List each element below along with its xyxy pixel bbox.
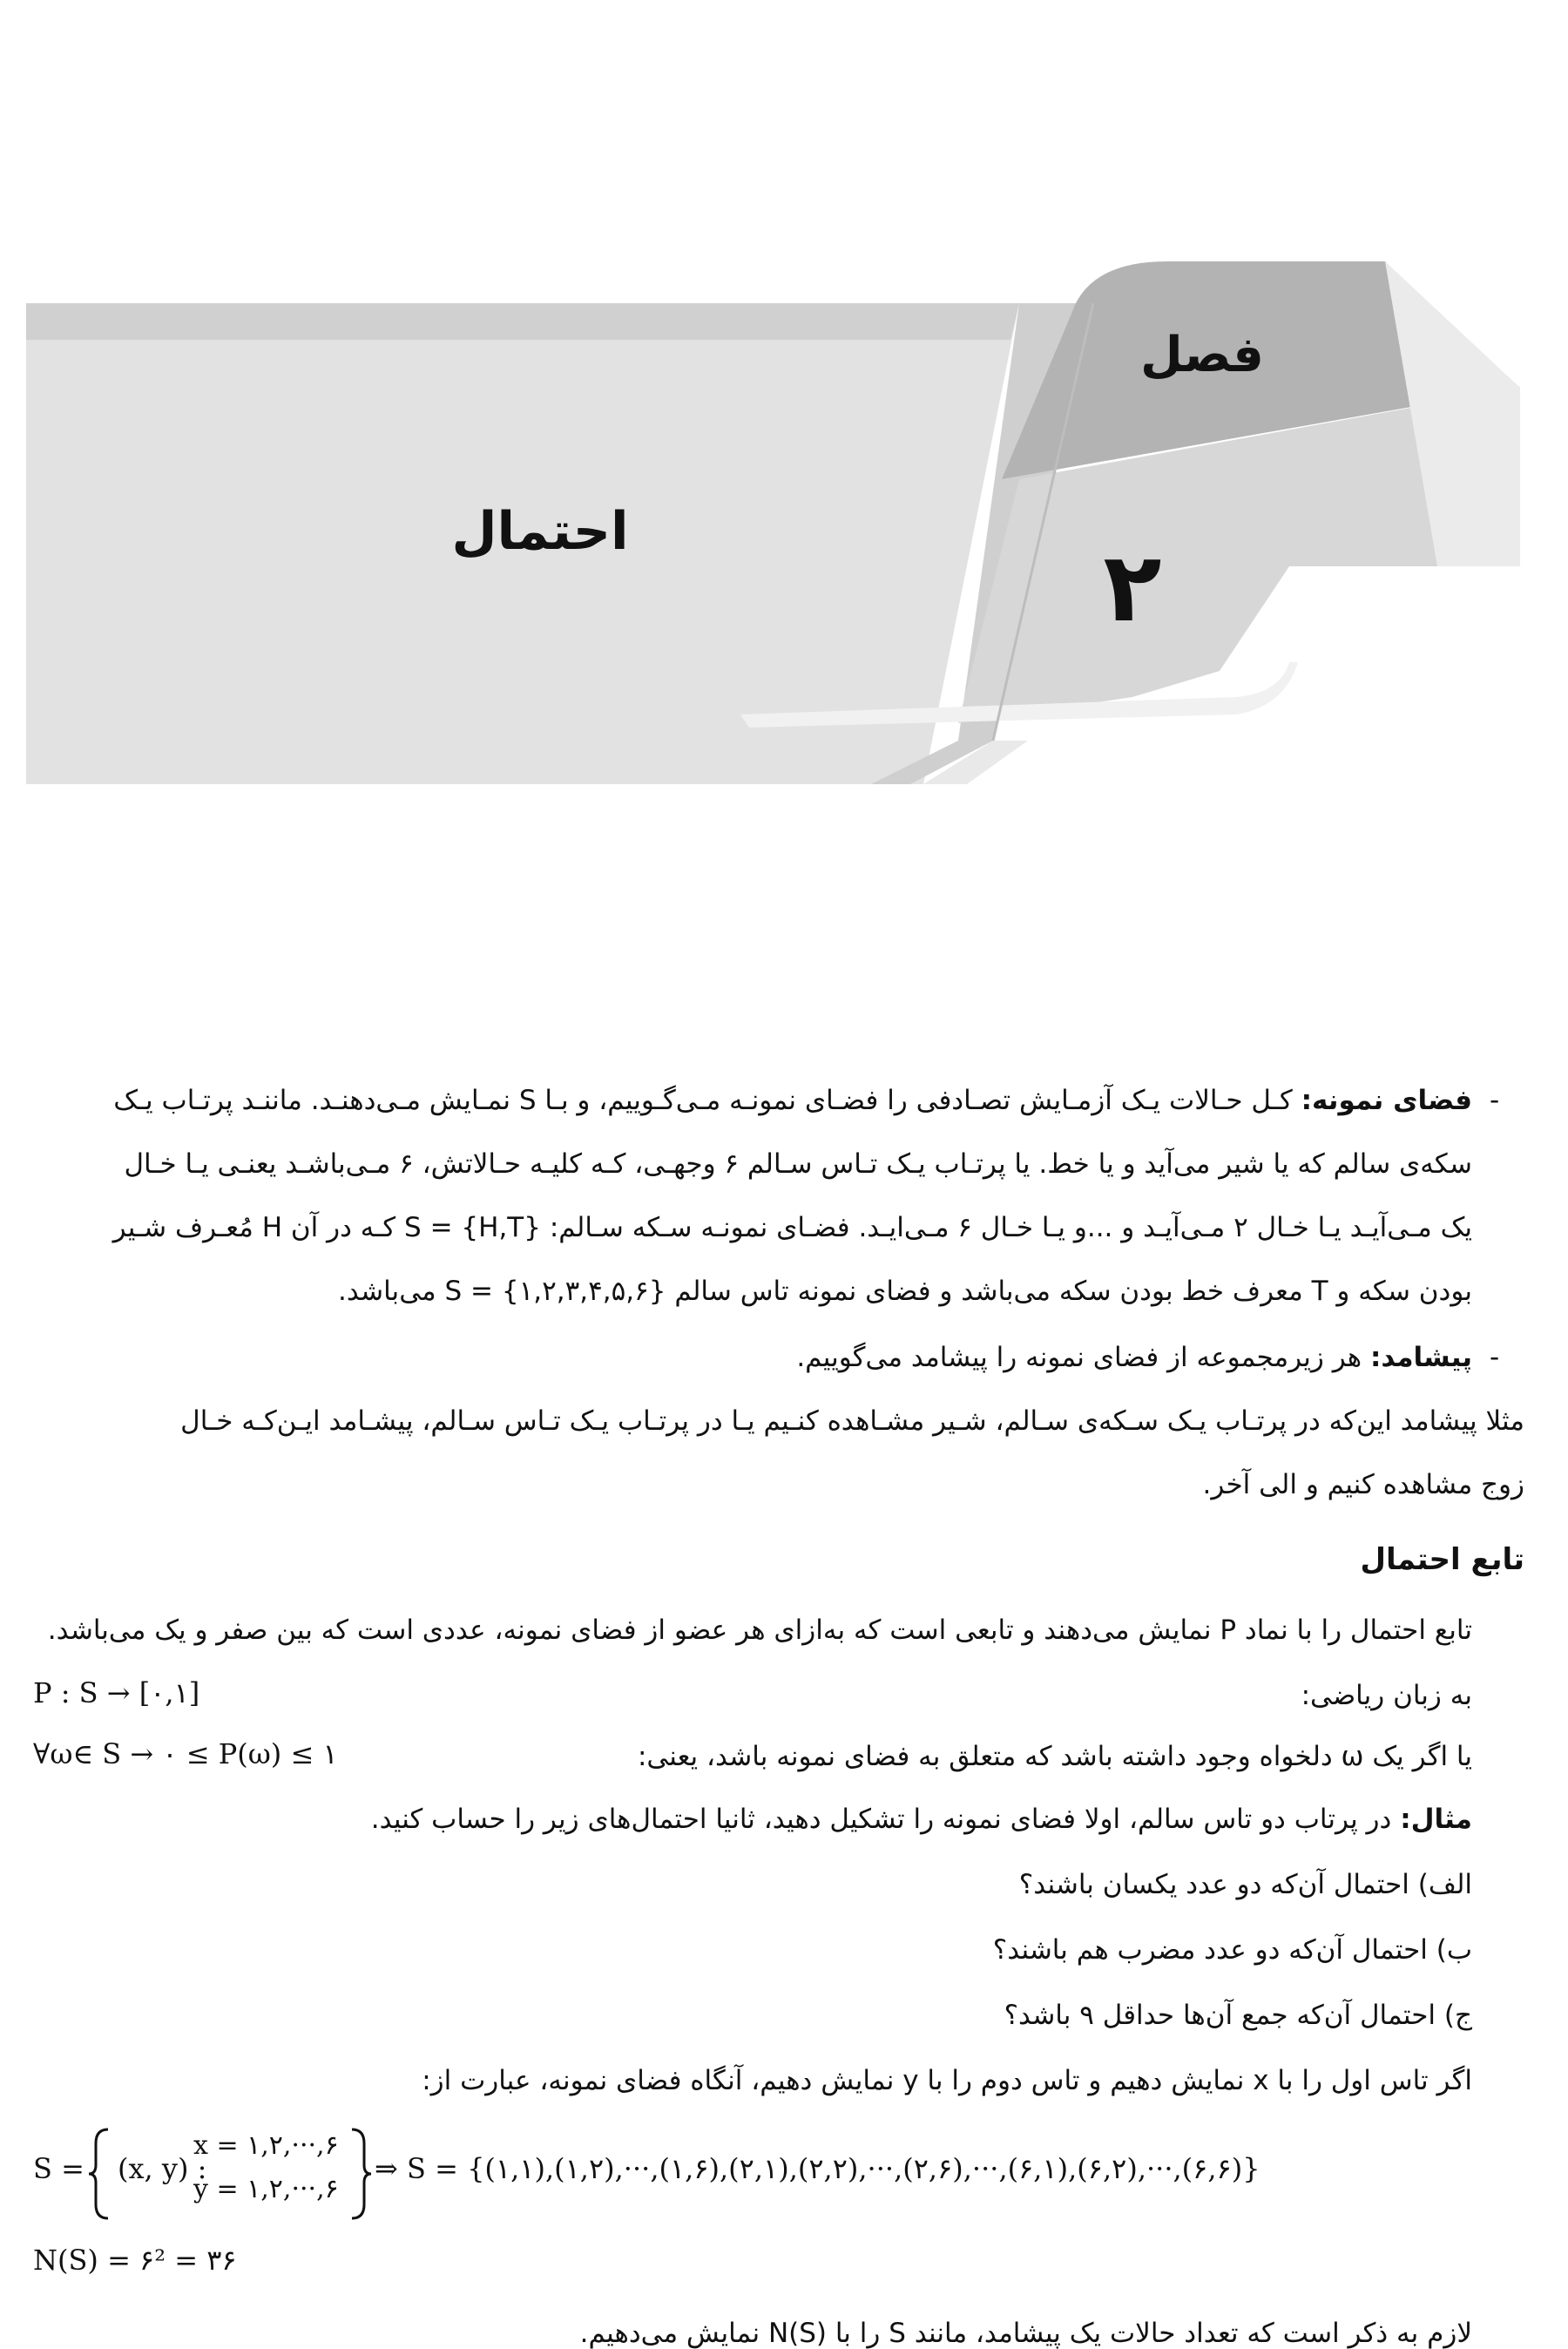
omega-formula: ∀ω∈ S → ۰ ≤ P(ω) ≤ ۱ (33, 1737, 338, 1770)
set-y-range: y = ۱,۲,···,۶ (193, 2174, 339, 2204)
chapter-banner (0, 253, 1568, 793)
event-example-line2: زوج مشاهده کنیم و الی آخر. (1202, 1469, 1524, 1500)
sample-space-text1: کـل حـالات یـک آزمـایش تصـادفی را فضـای نمونـه مـی‌گـوییم، و بـا S نمـایش مـی‌دهنـد. ماننـد پرتـاب یـک (113, 1085, 1293, 1116)
set-rhs: ⇒ S = {(۱,۱),(۱,۲),···,(۱,۶),(۲,۱),(۲,۲),···,(۲,۶),···,(۶,۱),(۶,۲),···,(۶,۶)} (375, 2152, 1260, 2185)
omega-line: یا اگر یک ω دلخواه وجود داشته باشد که متعلق به فضای نمونه باشد، یعنی: (637, 1741, 1472, 1772)
section-heading: تابع احتمال (1360, 1542, 1524, 1577)
question-c: ج) احتمال آن‌که جمع آن‌ها حداقل ۹ باشد؟ (1004, 2000, 1472, 2031)
sample-space-line4: بودن سکه و T معرف خط بودن سکه می‌باشد و فضای نمونه تاس سالم {۱,۲,۳,۴,۵,۶} = S می‌باشد. (338, 1276, 1472, 1307)
example-line (371, 1804, 1472, 1835)
chapter-number: ۲ (1103, 531, 1162, 643)
set-xy: (x, y) : (118, 2152, 207, 2185)
example-label: مثال: (1400, 1804, 1472, 1835)
sample-space-line3: یک مـی‌آیـد یـا خـال ۲ مـی‌آیـد و ...و یـا خـال ۶ مـی‌ایـد. فضـای نمونـه سـکه سـالم: S = {H,T} کـه در آن H مُعـرف شـیر (112, 1212, 1472, 1243)
set-x-range: x = ۱,۲,···,۶ (193, 2130, 339, 2161)
event-line (26, 1342, 1472, 1373)
math-lang-formula: P : S → [۰,۱] (33, 1676, 200, 1709)
sample-space-term: فضای نمونه: (1301, 1085, 1472, 1116)
question-b: ب) احتمال آن‌که دو عدد مضرب هم باشند؟ (992, 1934, 1472, 1966)
question-a: الف) احتمال آن‌که دو عدد یکسان باشند؟ (1018, 1869, 1472, 1900)
note-line: لازم به ذکر است که تعداد حالات یک پیشامد، مانند S را با N(S) نمایش می‌دهیم. (579, 2318, 1472, 2349)
count-formula: N(S) = ۶² = ۳۶ (33, 2244, 237, 2277)
chapter-label: فصل (1140, 327, 1264, 383)
math-lang-label: به زبان ریاضی: (1301, 1680, 1472, 1711)
event-example-line1: مثلا پیشامد این‌که در پرتـاب یـک سـکه‌ی سـالم، شـیر مشـاهده کنـیم یـا در پرتـاب یـک تـاس سـالم، پیشـامد ایـن‌کـه خـال (180, 1405, 1524, 1437)
sample-space-line1 (26, 1085, 1472, 1116)
bullet-dash: - (1490, 1342, 1500, 1373)
right-brace (347, 2126, 373, 2222)
example-setup: اگر تاس اول را با x نمایش دهیم و تاس دوم را با y نمایش دهیم، آنگاه فضای نمونه، عبارت از: (422, 2065, 1472, 2096)
chapter-title: احتمال (451, 501, 629, 562)
prob-def-line: تابع احتمال را با نماد P نمایش می‌دهند و تابعی است که به‌ازای هر عضو از فضای نمونه، عددی است که بین صفر و یک می‌باشد. (47, 1615, 1472, 1646)
bullet-dash: - (1490, 1085, 1500, 1116)
sample-space-line2: سکه‌ی سالم که یا شیر می‌آید و یا خط. یا پرتـاب یـک تـاس سـالم ۶ وجهـی، کـه کلیـه حـالاتش، ۶ مـی‌باشـد یعنـی یـا خـال (124, 1148, 1472, 1180)
event-term: پیشامد: (1370, 1342, 1472, 1373)
set-lhs: S = (33, 2152, 84, 2185)
example-text: در پرتاب دو تاس سالم، اولا فضای نمونه را تشکیل دهید، ثانیا احتمال‌های زیر را حساب کنید. (370, 1804, 1392, 1835)
event-definition: هر زیرمجموعه از فضای نمونه را پیشامد می‌گوییم. (796, 1342, 1362, 1373)
left-brace (87, 2126, 113, 2222)
